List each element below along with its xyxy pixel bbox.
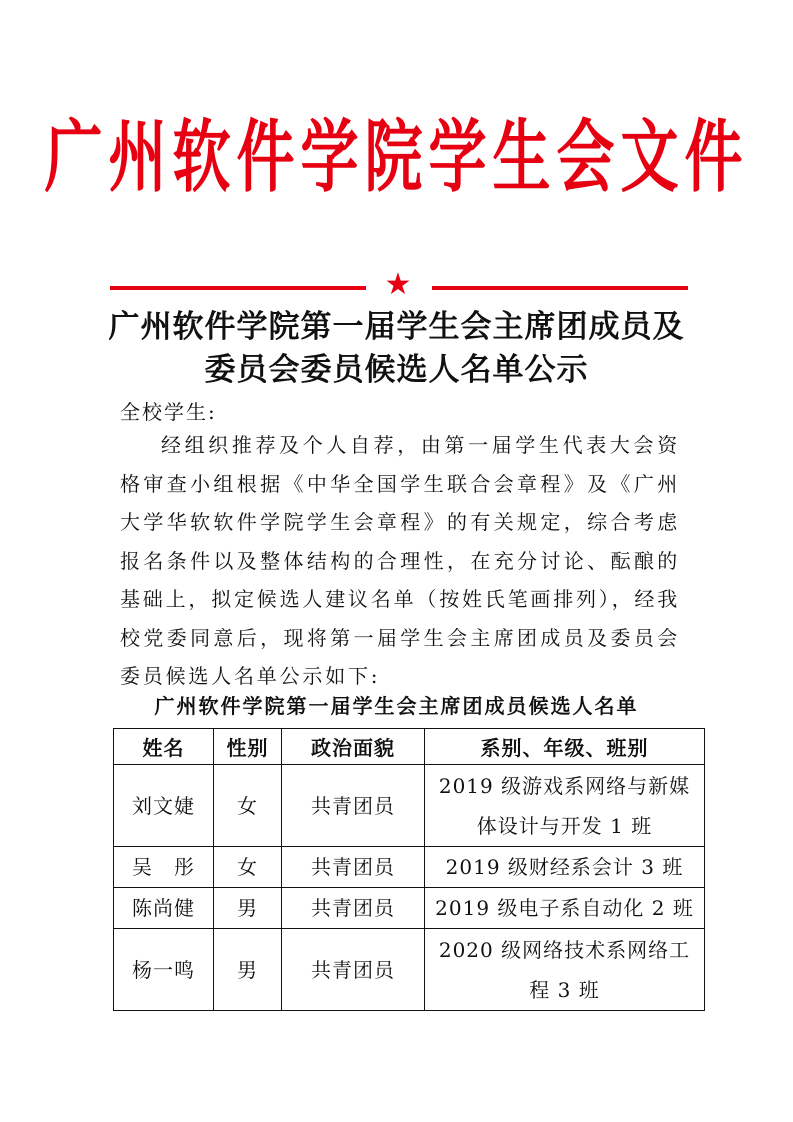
- notice-body: 经组织推荐及个人自荐，由第一届学生代表大会资格审查小组根据《中华全国学生联合会章程》及《广州大学华软软件学院学生会章程》的有关规定，综合考虑报名条件以及整体结构的合理性，在充分讨论、酝酿的基础上，拟定候选人建议名单（按姓氏笔画排列），经我校党委同意后，现将第一届学生会主席团成员及委员会委员候选人名单公示如下:: [120, 433, 680, 688]
- roster-title: 广州软件学院第一届学生会主席团成员候选人名单: [154, 694, 639, 718]
- header-political: 政治面貌: [282, 729, 425, 765]
- cell-political: 共青团员: [282, 929, 425, 1011]
- cell-name: 陈尚健: [114, 888, 214, 929]
- cell-name: 杨一鸣: [114, 929, 214, 1011]
- document-header: 广州软件学院学生会文件: [44, 111, 749, 204]
- salutation: 全校学生:: [120, 400, 217, 424]
- table-row: [114, 765, 705, 847]
- table-row: [114, 888, 705, 929]
- cell-gender: 男: [214, 929, 282, 1011]
- cell-gender: 女: [214, 765, 282, 847]
- cell-gender: 女: [214, 847, 282, 888]
- table-header-row: [114, 729, 705, 765]
- divider-right: [432, 286, 688, 290]
- cell-major: 2019 级游戏系网络与新媒体设计与开发 1 班: [425, 765, 705, 847]
- cell-political: 共青团员: [282, 765, 425, 847]
- divider-left: [110, 286, 366, 290]
- cell-major: 2020 级网络技术系网络工程 3 班: [425, 929, 705, 1011]
- table-row: [114, 847, 705, 888]
- star-icon: ★: [384, 267, 412, 302]
- cell-major: 2019 级电子系自动化 2 班: [425, 888, 705, 929]
- table-row: [114, 929, 705, 1011]
- cell-name: 刘文婕: [114, 765, 214, 847]
- cell-name: 吴 彤: [114, 847, 214, 888]
- cell-political: 共青团员: [282, 847, 425, 888]
- cell-major: 2019 级财经系会计 3 班: [425, 847, 705, 888]
- cell-political: 共青团员: [282, 888, 425, 929]
- header-major: 系别、年级、班别: [425, 729, 705, 765]
- header-gender: 性别: [214, 729, 282, 765]
- cell-gender: 男: [214, 888, 282, 929]
- notice-title-line2: 委员会委员候选人名单公示: [204, 352, 589, 388]
- header-name: 姓名: [114, 729, 214, 765]
- candidate-table: [113, 728, 705, 1011]
- notice-title-line1: 广州软件学院第一届学生会主席团成员及: [108, 309, 685, 345]
